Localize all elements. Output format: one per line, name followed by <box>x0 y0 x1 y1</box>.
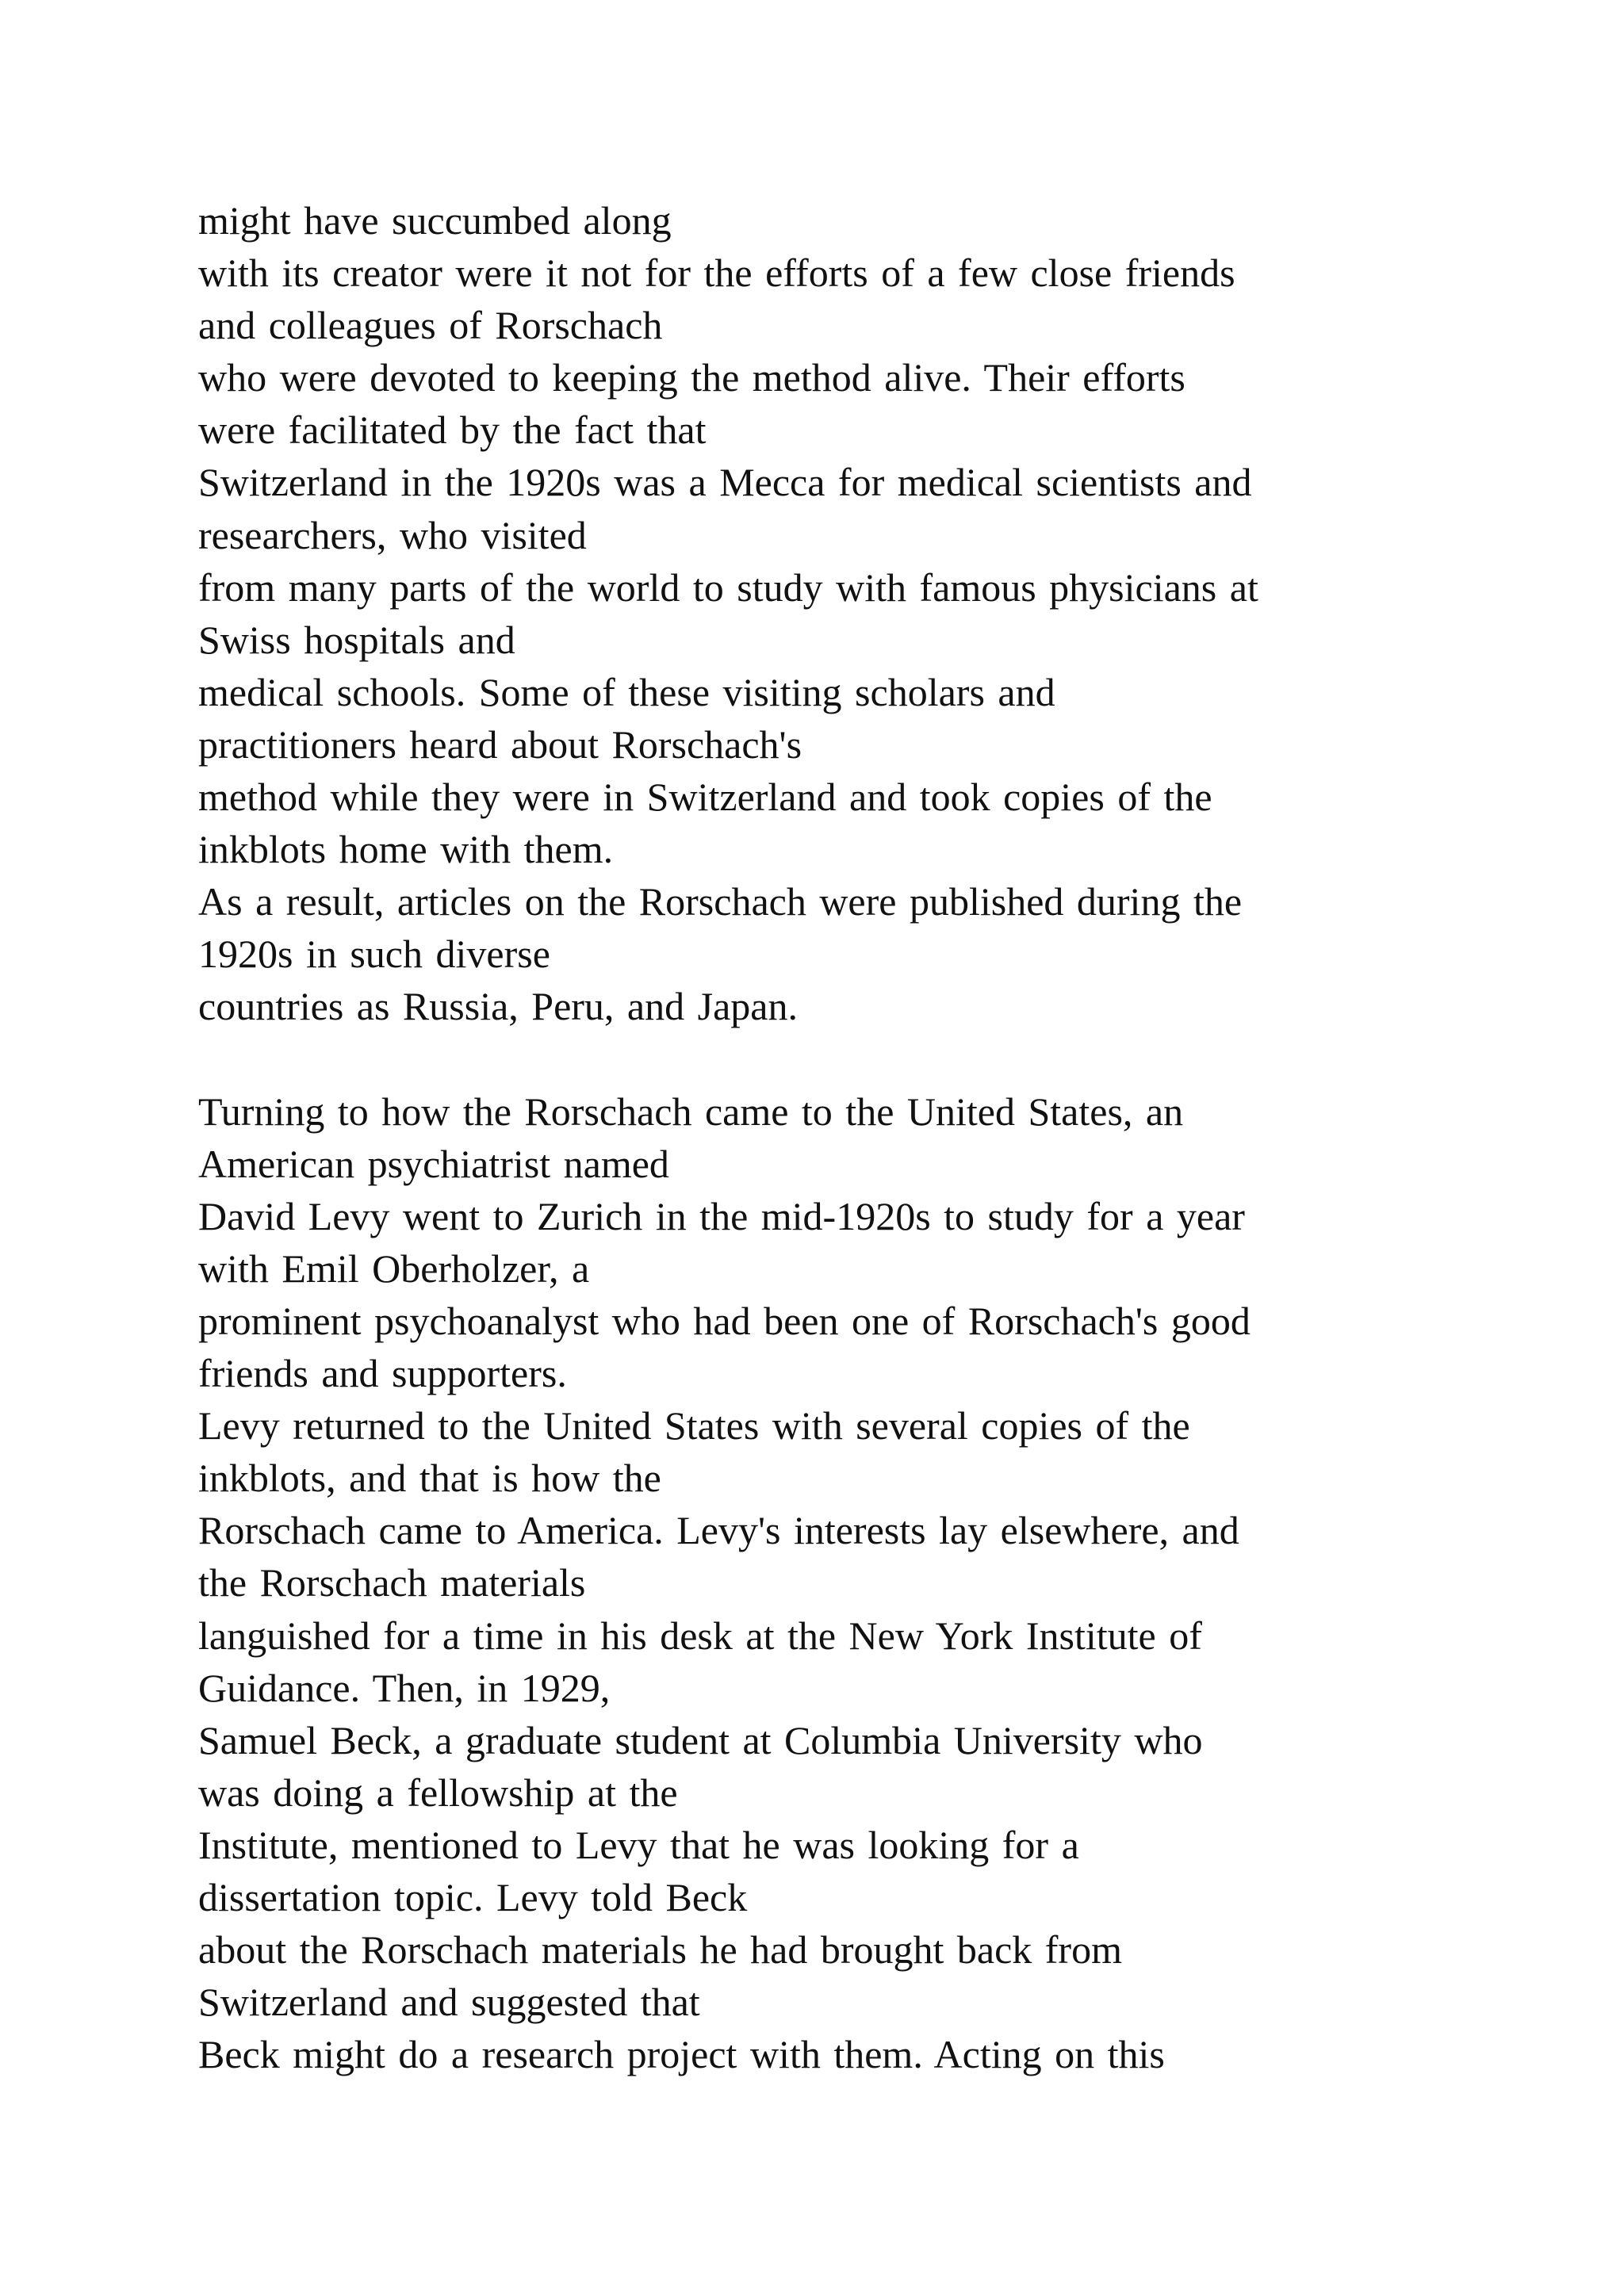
text-line: languished for a time in his desk at the New York Institute of <box>198 1613 1202 1658</box>
text-line: researchers, who visited <box>198 512 587 557</box>
text-line: Turning to how the Rorschach came to the United States, an <box>198 1089 1184 1134</box>
text-line: inkblots home with them. <box>198 827 614 872</box>
text-line: and colleagues of Rorschach <box>198 303 663 348</box>
text-line: Samuel Beck, a graduate student at Columbia University who <box>198 1717 1203 1762</box>
paragraph-break <box>198 1033 1530 1085</box>
text-line: dissertation topic. Levy told Beck <box>198 1875 748 1919</box>
text-line: practitioners heard about Rorschach's <box>198 721 802 767</box>
text-line: Guidance. Then, in 1929, <box>198 1665 611 1710</box>
text-line: who were devoted to keeping the method alive. Their efforts <box>198 355 1185 400</box>
text-line: Swiss hospitals and <box>198 617 515 662</box>
text-line: American psychiatrist named <box>198 1141 669 1186</box>
text-line: about the Rorschach materials he had brought back from <box>198 1927 1122 1973</box>
text-line: might have succumbed along <box>198 198 672 243</box>
text-line: Institute, mentioned to Levy that he was looking for a <box>198 1822 1079 1867</box>
text-line: Rorschach came to America. Levy's interests lay elsewhere, and <box>198 1508 1239 1553</box>
text-line: medical schools. Some of these visiting scholars and <box>198 669 1055 714</box>
text-line: from many parts of the world to study with famous physicians at <box>198 564 1258 610</box>
text-line: 1920s in such diverse <box>198 932 550 977</box>
text-line: were facilitated by the fact that <box>198 408 707 453</box>
text-line: method while they were in Switzerland and took copies of the <box>198 775 1212 820</box>
text-line: Switzerland in the 1920s was a Mecca for medical scientists and <box>198 460 1252 505</box>
text-line: with its creator were it not for the efforts of a few close friends <box>198 251 1235 296</box>
text-line: David Levy went to Zurich in the mid-1920s to study for a year <box>198 1193 1245 1238</box>
text-line: As a result, articles on the Rorschach were published during the <box>198 879 1243 924</box>
text-line: Beck might do a research project with them. Acting on this <box>198 2032 1165 2077</box>
text-line: Levy returned to the United States with several copies of the <box>198 1403 1190 1448</box>
body-text <box>198 194 1530 2080</box>
text-line: Switzerland and suggested that <box>198 1980 700 2025</box>
text-line: was doing a fellowship at the <box>198 1770 678 1815</box>
text-line: countries as Russia, Peru, and Japan. <box>198 984 798 1029</box>
text-line: the Rorschach materials <box>198 1560 586 1605</box>
text-line: prominent psychoanalyst who had been one of Rorschach's good <box>198 1298 1251 1343</box>
text-line: with Emil Oberholzer, a <box>198 1246 590 1291</box>
text-line: friends and supporters. <box>198 1351 567 1396</box>
text-line: inkblots, and that is how the <box>198 1456 661 1501</box>
